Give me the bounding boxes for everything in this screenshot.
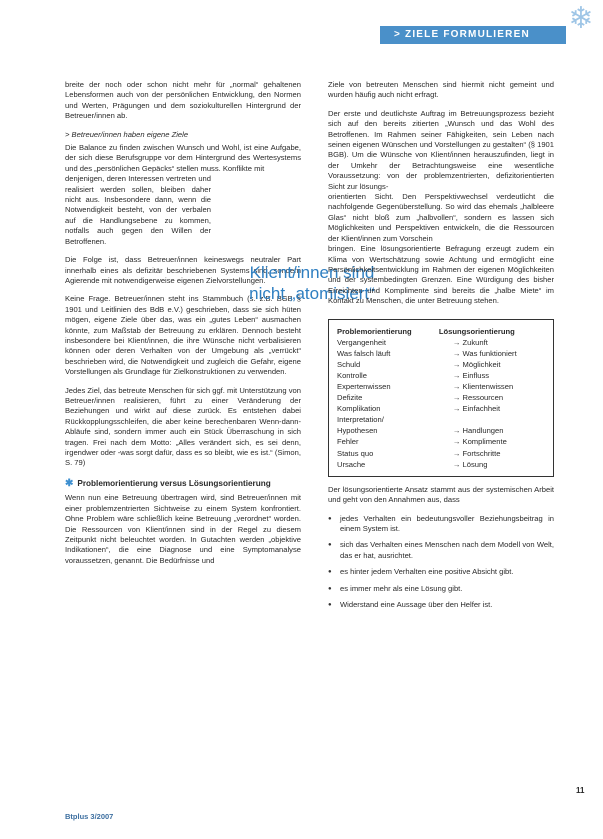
subheading-text: Problemorientierung versus Lösungsorientierung bbox=[77, 478, 271, 488]
cell-problem: Fehler bbox=[337, 437, 359, 447]
cell-solution: → Klientenwissen bbox=[452, 382, 514, 391]
list-item: ● Widerstand eine Aussage über den Helfer ist. bbox=[328, 600, 554, 610]
cell-problem: Status quo bbox=[337, 448, 374, 458]
cell-problem: Kontrolle bbox=[337, 370, 367, 380]
left-column bbox=[65, 80, 301, 574]
table-row bbox=[337, 359, 545, 370]
list-item: ● es immer mehr als eine Lösung gibt. bbox=[328, 584, 554, 594]
left-paragraph-5: Jedes Ziel, das betreute Menschen für sich ggf. mit Unterstützung von Betreuer/innen realisieren, führt zu einer Veränderung der Beziehungen und wirkt auf diese zurück. Es entstehen dabei Rückkopplungsschleifen, die aber keine berechenbaren Wenn-dann-Abläufe sind, sondern immer auch ein Stück Überraschung in sich tragen. Frei nach dem Motto: „Alles verändert sich, es sei denn, irgendwer oder -was sorgt dafür, dass es so bleibt, wie es ist.“ (Simon, S. 79) bbox=[65, 385, 301, 468]
left-paragraph-2b: denjenigen, deren Interessen vertreten und realisiert werden sollen, bleiben daher nicht aus. Insbesondere dann, wenn die Notwendigkeit besteht, von der verbalen auf die Handlungsebene zu kommen, notfalls auch gegen den Willen der Betroffenen. bbox=[65, 174, 211, 246]
pull-quote-line-2: nicht „atomisiert“ bbox=[249, 284, 375, 303]
list-item: ● es hinter jedem Verhalten eine positive Absicht gibt. bbox=[328, 567, 554, 577]
right-paragraph-3: Der lösungsorientierte Ansatz stammt aus der systemischen Arbeit und geht von den Annahmen aus, dass bbox=[328, 484, 554, 505]
cell-problem: Schuld bbox=[337, 359, 361, 369]
pull-quote-line-1: Klient/innen sind bbox=[249, 263, 375, 282]
table-header-problem: Problemorientierung bbox=[337, 326, 412, 336]
assumption-list bbox=[328, 514, 554, 611]
comparison-table bbox=[337, 326, 545, 470]
cell-solution: → Möglichkeit bbox=[452, 359, 501, 369]
cell-problem: Was falsch läuft bbox=[337, 348, 391, 358]
cell-solution: → Handlungen bbox=[452, 426, 504, 436]
table-row bbox=[337, 381, 545, 392]
star-bullet-icon: ✱ bbox=[65, 477, 74, 489]
table-row bbox=[337, 425, 545, 436]
table-header-solution: Lösungsorientierung bbox=[438, 326, 515, 336]
table-row bbox=[337, 459, 545, 470]
right-paragraph-2b: orientierten Sicht. Den Perspektivwechsel verdeutlicht die nachfolgende Gegenüberstellung. So wird das ehemals „halbleere Glas“ nicht bloß zum „halbvollen“, sondern es lassen sich Möglichkeiten und Perspektiven entwickeln, die die Ressourcen der Klient/innen zum Vorschein bbox=[328, 192, 554, 243]
table-row bbox=[337, 337, 545, 348]
section-header: > ZIELE FORMULIEREN bbox=[380, 26, 566, 44]
list-item: ● jedes Verhalten ein bedeutungsvoller Beziehungsbeitrag in einem System ist. bbox=[328, 514, 554, 535]
table-row bbox=[337, 403, 545, 414]
left-paragraph-2a: Die Balance zu finden zwischen Wunsch und Wohl, ist eine Aufgabe, der sich diese Berufsgruppe vor dem Hintergrund des Wertesystems und des „persönlichen Gepäcks“ stellen muss. Konflikte mit bbox=[65, 143, 301, 173]
cell-solution: → Was funktioniert bbox=[452, 348, 517, 358]
cell-problem: Hypothesen bbox=[337, 426, 378, 436]
section-subheading bbox=[65, 479, 301, 490]
right-column bbox=[328, 80, 554, 616]
table-row bbox=[337, 414, 545, 425]
cell-solution: → Ressourcen bbox=[452, 393, 504, 403]
cell-problem: Vergangenheit bbox=[337, 337, 386, 347]
table-row bbox=[337, 448, 545, 459]
left-paragraph-6: Wenn nun eine Betreuung übertragen wird, sind Betreuer/innen mit einer problemzentrierten Sichtweise zu einem System konfrontiert. Ohne Problem wäre schließlich keine Betreuung „verordnet“ worden. Die Ressourcen von Klient/innen sind in der Regel zu diesem Zeitpunkt nicht beleuchtet worden. In Gutachten werden „objektive Indikationen“, die eine Diagnose und eine Symptomanalyse voraussetzen, genannt. Die Bedürfnisse und bbox=[65, 493, 301, 565]
table-row bbox=[337, 348, 545, 359]
list-item: ● sich das Verhalten eines Menschen nach dem Modell von Welt, das er hat, ausrichtet. bbox=[328, 540, 554, 561]
table-row bbox=[337, 436, 545, 447]
table-row bbox=[337, 370, 545, 381]
left-paragraph-4: Keine Frage. Betreuer/innen steht ins Stammbuch (s. z.B. BGB § 1901 und Leitlinien des BdB e.V.) geschrieben, dass sie sich hüten mögen, eigene Ziele über das, was ein „gutes Leben“ ausmachen könnte, zum Maßstab der Betreuung zu erklären. Dennoch besteht insbesondere bei Klient/innen, die ihre Wünsche nicht verbalisieren können oder deren Verhalten von der Umgebung als „verrückt“ beschrieben wird, die Notwendigkeit und zugleich die Gefahr, eigene Vorstellungen als Grundlage für Zielkonstruktionen zu verwenden. bbox=[65, 294, 301, 377]
left-paragraph-3: Die Folge ist, dass Betreuer/innen keineswegs neutraler Part innerhalb eines als defizitär beschriebenen Systems sind, sondern Agierende mit notwendigerweise eigenen Zielvorstellungen. bbox=[65, 255, 301, 285]
cell-solution: → Lösung bbox=[452, 459, 488, 469]
table-row bbox=[337, 392, 545, 403]
left-paragraph-1: breite der noch oder schon nicht mehr für „normal“ gehaltenen Lebensformen auch von der persönlichen Entwicklung, den Normen und Werten, Prägungen und dem soziokulturellen Hintergrund der Betreuer/innen ab. bbox=[65, 80, 301, 121]
cell-solution: → Einfluss bbox=[452, 370, 490, 380]
comparison-box bbox=[328, 319, 554, 477]
cell-problem: Expertenwissen bbox=[337, 382, 391, 391]
right-paragraph-1: Ziele von betreuten Menschen sind hiermit nicht gemeint und wurden häufig auch nicht erfragt. bbox=[328, 80, 554, 100]
right-paragraph-2c: bringen. Eine lösungsorientierte Befragung erzeugt zudem ein Klima von Wertschätzung sowie Achtung und ermöglicht eine Persönlichkeitsentwicklung im Rahmen der eigenen Möglichkeiten und der systembedingten Grenzen. Eine Würdigung des bisher Erreichten und Komplimente sind bereits die „halbe Miete“ im Kontakt zu Menschen, die unter Betreuung stehen. bbox=[328, 244, 554, 306]
right-paragraph-2a: Der erste und deutlichste Auftrag im Betreuungsprozess bezieht sich auf den bereits zitierten „Wunsch und das Wohl des Betroffenen. Im Rahmen seiner Fähigkeiten, sein Leben nach seinen eigenen Wünschen und Vorstellungen zu gestalten“ (§ 1901 BGB). Um die Wünsche von Klient/innen herauszufinden, liegt in der Umkehr der Betrachtungsweise eine wesentliche Voraussetzung: von der problemzentrierten, defizitorientierten Sicht zur lösungs- bbox=[328, 108, 554, 191]
cell-solution bbox=[439, 414, 545, 425]
cell-problem: Interpretation/ bbox=[337, 415, 384, 425]
page-number: 11 bbox=[576, 786, 585, 795]
cell-problem: Komplikation bbox=[337, 404, 381, 414]
cell-problem: Ursache bbox=[337, 459, 366, 469]
cell-solution: → Fortschritte bbox=[452, 448, 501, 458]
cell-solution: → Einfachheit bbox=[452, 404, 501, 414]
footer-publication: Btplus 3/2007 bbox=[65, 812, 114, 821]
cell-problem: Defizite bbox=[337, 393, 363, 403]
snowflake-decoration-icon: ❄ bbox=[568, 2, 594, 35]
cell-solution: → Zukunft bbox=[452, 337, 488, 347]
italic-subheading: > Betreuer/innen haben eigene Ziele bbox=[65, 129, 189, 139]
cell-solution: → Komplimente bbox=[452, 437, 507, 447]
